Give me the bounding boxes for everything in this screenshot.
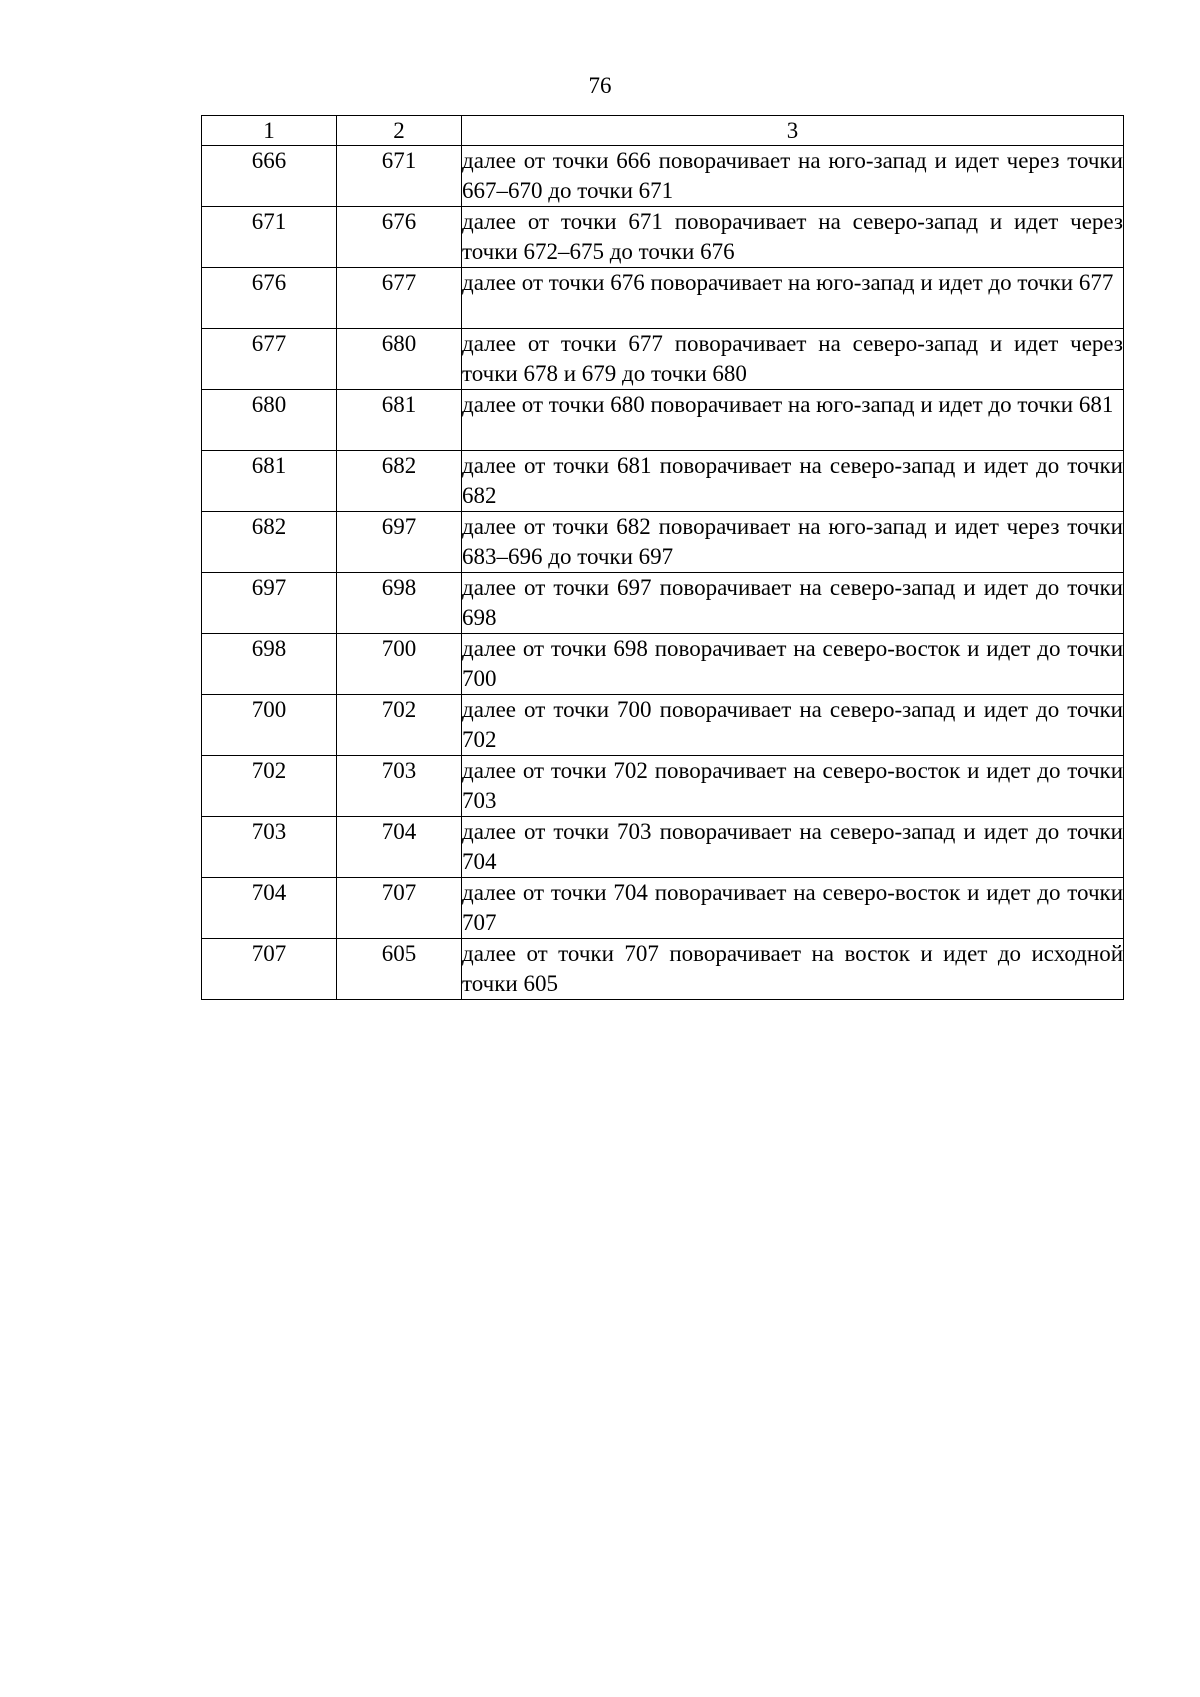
table-header-row: [202, 116, 1124, 146]
table-row: [202, 146, 1124, 207]
from-point-cell: 698: [202, 634, 337, 695]
description-cell: далее от точки 677 поворачивает на северо-запад и идет через точки 678 и 679 до точки 680: [462, 329, 1124, 390]
from-point-cell: 700: [202, 695, 337, 756]
to-point-cell: 704: [337, 817, 462, 878]
page-number: 76: [588, 73, 612, 98]
description-cell: далее от точки 671 поворачивает на северо-запад и идет через точки 672–675 до точки 676: [462, 207, 1124, 268]
description-cell: далее от точки 700 поворачивает на северо-запад и идет до точки 702: [462, 695, 1124, 756]
to-point-cell: 703: [337, 756, 462, 817]
column-header-2: 2: [337, 116, 462, 146]
table-row: [202, 451, 1124, 512]
description-cell: далее от точки 707 поворачивает на восток и идет до исходной точки 605: [462, 939, 1124, 1000]
description-cell: далее от точки 681 поворачивает на северо-запад и идет до точки 682: [462, 451, 1124, 512]
from-point-cell: 697: [202, 573, 337, 634]
to-point-cell: 605: [337, 939, 462, 1000]
from-point-cell: 702: [202, 756, 337, 817]
from-point-cell: 682: [202, 512, 337, 573]
table-row: [202, 573, 1124, 634]
table-row: [202, 512, 1124, 573]
table-row: [202, 878, 1124, 939]
description-cell: далее от точки 702 поворачивает на северо-восток и идет до точки 703: [462, 756, 1124, 817]
description-cell: далее от точки 676 поворачивает на юго-запад и идет до точки 677: [462, 268, 1124, 329]
table-row: [202, 268, 1124, 329]
description-cell: далее от точки 704 поворачивает на северо-восток и идет до точки 707: [462, 878, 1124, 939]
from-point-cell: 681: [202, 451, 337, 512]
to-point-cell: 682: [337, 451, 462, 512]
from-point-cell: 703: [202, 817, 337, 878]
to-point-cell: 677: [337, 268, 462, 329]
to-point-cell: 697: [337, 512, 462, 573]
table-row: [202, 817, 1124, 878]
from-point-cell: 680: [202, 390, 337, 451]
to-point-cell: 681: [337, 390, 462, 451]
to-point-cell: 698: [337, 573, 462, 634]
to-point-cell: 676: [337, 207, 462, 268]
from-point-cell: 666: [202, 146, 337, 207]
from-point-cell: 707: [202, 939, 337, 1000]
to-point-cell: 700: [337, 634, 462, 695]
to-point-cell: 702: [337, 695, 462, 756]
column-header-1: 1: [202, 116, 337, 146]
table-row: [202, 939, 1124, 1000]
description-cell: далее от точки 680 поворачивает на юго-запад и идет до точки 681: [462, 390, 1124, 451]
table-row: [202, 756, 1124, 817]
description-cell: далее от точки 666 поворачивает на юго-запад и идет через точки 667–670 до точки 671: [462, 146, 1124, 207]
table-row: [202, 390, 1124, 451]
to-point-cell: 671: [337, 146, 462, 207]
table-row: [202, 695, 1124, 756]
from-point-cell: 704: [202, 878, 337, 939]
description-cell: далее от точки 703 поворачивает на северо-запад и идет до точки 704: [462, 817, 1124, 878]
boundary-points-table: [201, 115, 1124, 1000]
from-point-cell: 677: [202, 329, 337, 390]
description-cell: далее от точки 697 поворачивает на северо-запад и идет до точки 698: [462, 573, 1124, 634]
description-cell: далее от точки 698 поворачивает на северо-восток и идет до точки 700: [462, 634, 1124, 695]
from-point-cell: 676: [202, 268, 337, 329]
to-point-cell: 707: [337, 878, 462, 939]
table-row: [202, 329, 1124, 390]
description-cell: далее от точки 682 поворачивает на юго-запад и идет через точки 683–696 до точки 697: [462, 512, 1124, 573]
column-header-3: 3: [462, 116, 1124, 146]
table-row: [202, 207, 1124, 268]
table-row: [202, 634, 1124, 695]
from-point-cell: 671: [202, 207, 337, 268]
to-point-cell: 680: [337, 329, 462, 390]
